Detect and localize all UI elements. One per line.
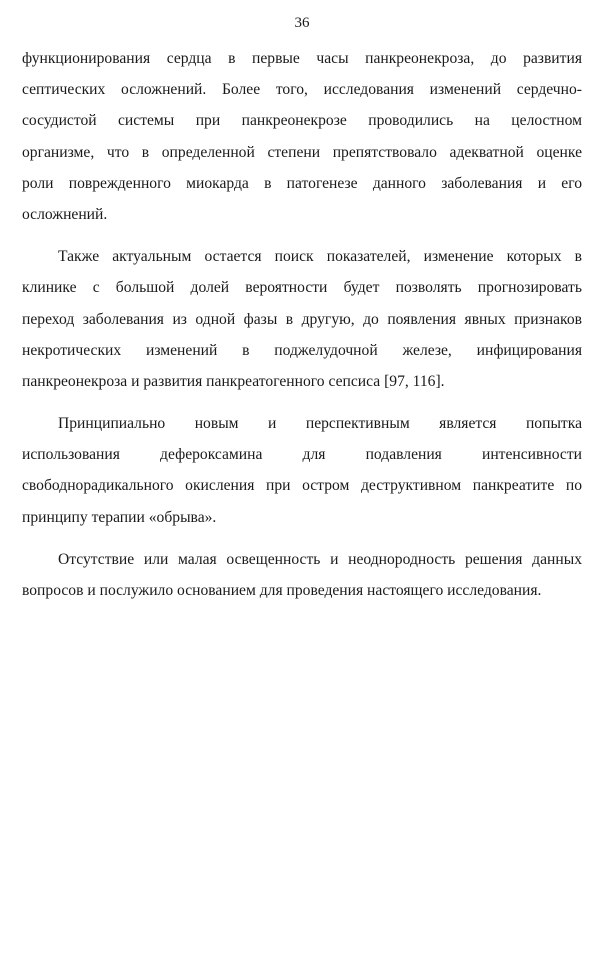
text-line: Отсутствие или малая освещенность и неоднородность решения данных (58, 550, 582, 568)
paragraph-gap (22, 533, 582, 544)
text-line: организме, что в определенной степени препятствовало адекватной оценке (22, 143, 582, 161)
text-line: клинике с большой долей вероятности будет позволять прогнозировать (22, 279, 582, 297)
text-line: переход заболевания из одной фазы в другую, до появления явных признаков (22, 310, 582, 328)
text-line: функционирования сердца в первые часы панкреонекроза, до развития (22, 50, 582, 67)
text-line: роли поврежденного миокарда в патогенезе данного заболевания и его (22, 174, 582, 192)
text-line: панкреонекроза и развития панкреатогенного сепсиса [97, 116]. (22, 372, 445, 390)
paragraph-1 (22, 43, 582, 230)
paragraph-gap (22, 230, 582, 241)
paragraph-2 (22, 241, 582, 397)
paragraph-3 (22, 408, 582, 533)
paragraph-4 (22, 544, 582, 606)
page-number: 36 (294, 15, 310, 31)
text-line: некротических изменений в поджелудочной железе, инфицирования (22, 341, 582, 359)
text-line: использования дефероксамина для подавления интенсивности (22, 446, 582, 464)
text-line: Принципиально новым и перспективным является попытка (58, 415, 582, 433)
paragraph-gap (22, 397, 582, 408)
text-line: Также актуальным остается поиск показателей, изменение которых в (58, 248, 582, 266)
text-line: сосудистой системы при панкреонекрозе проводились на целостном (22, 112, 582, 130)
text-line: септических осложнений. Более того, исследования изменений сердечно- (22, 81, 582, 99)
text-line: осложнений. (22, 205, 108, 223)
text-line: свободнорадикального окисления при остром деструктивном панкреатите по (22, 477, 582, 495)
body-text (22, 43, 582, 606)
text-line: вопросов и послужило основанием для проведения настоящего исследования. (22, 582, 542, 599)
text-line: принципу терапии «обрыва». (22, 508, 217, 526)
